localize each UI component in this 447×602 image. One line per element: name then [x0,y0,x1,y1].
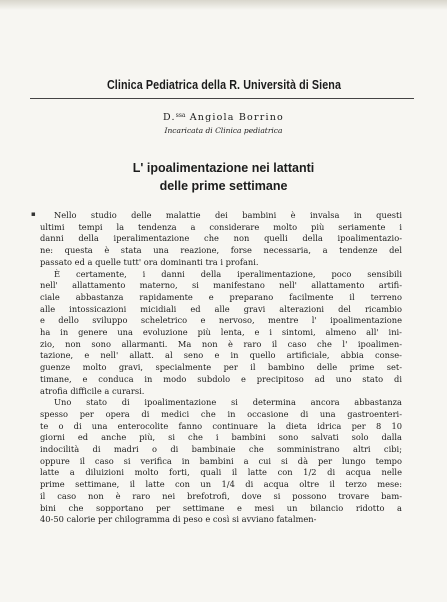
body-line: nell' allattamento materno, si manifestano nell' allattamento artifi- [40,280,402,291]
body-line: ha in genere una evoluzione più lenta, e i sintomi, almeno all' ini- [40,327,402,337]
body-line: ciale abbastanza rapidamente e preparano facilmente il terreno [40,291,402,302]
body-line: indocilità di madri o di bambinaie che somministrano altri cibi; [40,444,402,454]
body-line: atrofia difficile a curarsi. [40,385,145,396]
body-line: prime settimane, il latte con un 1/4 di acqua oltre il terzo mese: [40,479,402,490]
author-title-sup: ssa [175,112,186,119]
body-line: Uno stato di ipoalimentazione si determina ancora abbastanza [54,397,402,408]
author-line [0,112,447,123]
body-line: te o di una enterocolite fanno continuare la dieta idrica per 8 10 [40,420,402,431]
body-line: tazione, e nell' allatt. al seno e in quello artificiale, abbia conse- [40,350,402,361]
margin-mark: ▪ [31,210,36,218]
body-line: ne: questa è stata una reazione, forse necessaria, a tendenze del [40,245,402,256]
body-line: e dello sviluppo scheletrico e nervoso, mentre l' ipoalimentazione [40,315,402,326]
body-line: guenze molto gravi, specialmente per il bambino delle prime set- [40,362,402,373]
body-line: oppure il caso si verifica in bambini a cui si dà per lungo tempo [40,455,402,466]
body-line: È certamente, i danni della iperalimentazione, poco sensibili [54,268,402,279]
body-line: ultimi tempi la tendenza a considerare molto più seriamente i [40,221,402,232]
institution-header: Clinica Pediatrica della R. Università di Siena [106,78,342,92]
body-line: timane, e conduca in modo subdolo e precipitoso ad uno stato di [40,373,402,384]
article-title-line-1: L' ipoalimentazione nei lattanti [132,161,315,175]
body-line: Nello studio delle malattie dei bambini è invalsa in questi [54,210,402,220]
author-affiliation: Incaricata di Clinica pediatrica [164,126,283,135]
body-line: passato ed a quelle tutt' ora dominanti tra i profani. [40,256,259,267]
body-line: 40-50 calorie per chilogramma di peso e così si avviano fatalmen- [40,514,317,525]
body-line: bini che sopportano per settimane e mesi un bilancio ridotto a [40,502,402,513]
body-line: alle intossicazioni micidiali ed alle gravi alterazioni del ricambio [40,303,402,314]
article-title-line-2: delle prime settimane [159,179,288,193]
body-line: spesso per opera di medici che in occasione di una gastroenteri- [40,408,402,419]
author-name: Angiola Borrino [189,112,284,123]
body-line: danni della iperalimentazione che non quelli della ipoalimentazio- [40,233,402,244]
scan-edge [0,0,447,10]
body-line: zio, non sono allarmanti. Ma non è raro il caso che l' ipoalimen- [40,338,402,349]
header-divider [30,98,414,99]
author-prefix: D. [163,112,176,123]
body-line: giorni ed anche più, si che i bambini sono salvati solo dalla [40,432,402,443]
body-line: latte a diluizioni molto forti, quali il latte con 1/2 di acqua nelle [40,467,402,478]
body-line: il caso non è raro nei brefotrofi, dove si possono trovare bam- [40,490,402,501]
